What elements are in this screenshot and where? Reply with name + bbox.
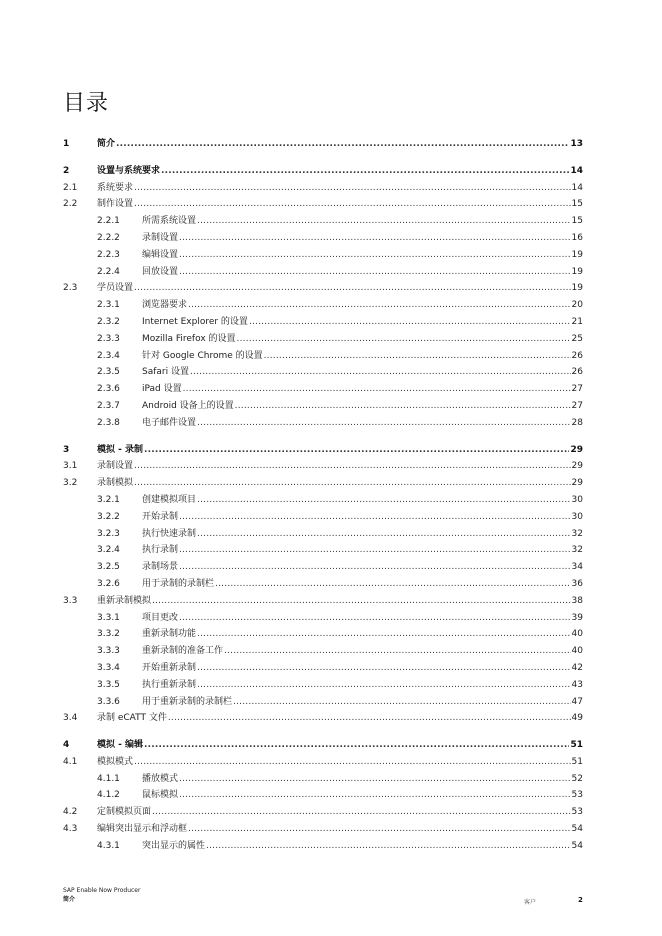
toc-entry-line [142, 398, 583, 415]
toc-entry-label[interactable]: 浏览器要求 [142, 300, 188, 311]
toc-entry-number: 3.4 [63, 713, 78, 724]
toc-entry[interactable] [63, 626, 583, 643]
toc-entry[interactable] [63, 297, 583, 314]
toc-entry[interactable] [63, 314, 583, 331]
toc-entry-page: 53 [571, 807, 583, 818]
toc-entry[interactable] [63, 593, 583, 610]
toc-dot-leader [235, 398, 571, 415]
toc-entry-page: 38 [571, 595, 583, 606]
toc-entry[interactable] [63, 180, 583, 197]
toc-entry-label[interactable]: 模拟模式 [97, 756, 134, 767]
toc-entry-number: 4.3 [63, 824, 78, 835]
toc-dot-leader [179, 542, 571, 559]
toc-entry[interactable] [63, 458, 583, 475]
toc-dot-leader [144, 442, 569, 459]
toc-entry-line [142, 626, 583, 643]
toc-entry-page: 28 [571, 417, 583, 428]
toc-entry-label[interactable]: 制作设置 [97, 199, 134, 210]
toc-entry-number: 2.1 [63, 182, 78, 193]
toc-entry-label[interactable]: 所需系统设置 [142, 216, 197, 227]
toc-entry-label[interactable]: 重新录制模拟 [97, 595, 152, 606]
toc-entry-number: 4.3.1 [97, 840, 120, 851]
toc-entry-page: 51 [571, 756, 583, 767]
toc-entry-page: 30 [571, 511, 583, 522]
toc-entry-label[interactable]: 开始重新录制 [142, 662, 197, 673]
toc-entry-page: 30 [571, 494, 583, 505]
toc-entry-number: 3.2.3 [97, 528, 120, 539]
toc-entry[interactable] [63, 280, 583, 297]
toc-entry[interactable] [63, 737, 583, 754]
toc-entry[interactable] [63, 677, 583, 694]
toc-entry-page: 43 [571, 679, 583, 690]
toc-entry-label[interactable]: 创建模拟项目 [142, 494, 197, 505]
toc-entry-line [97, 458, 583, 475]
toc-dot-leader [179, 509, 571, 526]
toc-entry[interactable] [63, 442, 583, 459]
toc-dot-leader [134, 458, 571, 475]
toc-dot-leader [179, 610, 571, 627]
toc-dot-leader [161, 163, 569, 180]
toc-entry-line [142, 230, 583, 247]
toc-entry-page: 26 [571, 350, 583, 361]
toc-dot-leader [179, 247, 571, 264]
toc-entry-label[interactable]: 录制场景 [142, 562, 179, 573]
toc-entry-page: 19 [571, 249, 583, 260]
toc-dot-leader [116, 136, 569, 153]
toc-entry-page: 42 [571, 662, 583, 673]
toc-entry-line [142, 348, 583, 365]
toc-entry-page: 32 [571, 528, 583, 539]
toc-entry-label[interactable]: 编辑突出显示和浮动框 [97, 824, 188, 835]
toc-dot-leader [179, 787, 571, 804]
toc-entry-label[interactable]: 执行录制 [142, 545, 179, 556]
toc-dot-leader [179, 264, 571, 281]
toc-entry-number: 3.3.2 [97, 629, 120, 640]
toc-entry-number: 2 [63, 165, 70, 176]
toc-entry-number: 3.3.4 [97, 662, 120, 673]
toc-entry-number: 4.1.1 [97, 773, 120, 784]
toc-entry[interactable] [63, 694, 583, 711]
toc-entry-number: 3.2.2 [97, 511, 120, 522]
footer-section: 简介 [63, 896, 76, 903]
toc-entry-label[interactable]: 鼠标模拟 [142, 790, 179, 801]
toc-entry-number: 2.3.5 [97, 367, 120, 378]
toc-entry-page: 14 [570, 165, 583, 176]
toc-entry-number: 2.3 [63, 283, 78, 294]
toc-dot-leader [134, 180, 571, 197]
toc-entry-number: 2.3.2 [97, 316, 120, 327]
toc-entry-line [97, 593, 583, 610]
toc-entry[interactable] [63, 364, 583, 381]
toc-entry-line [142, 787, 583, 804]
toc-entry-line [97, 754, 583, 771]
toc-entry-page: 27 [571, 400, 583, 411]
toc-entry-label[interactable]: 电子邮件设置 [142, 417, 197, 428]
toc-dot-leader [179, 230, 571, 247]
toc-entry-number: 2.3.8 [97, 417, 120, 428]
toc-dot-leader [206, 838, 571, 855]
toc-entry-number: 3.3.5 [97, 679, 120, 690]
toc-entry-number: 2.3.4 [97, 350, 120, 361]
toc-entry-number: 3.2.4 [97, 545, 120, 556]
toc-entry-label[interactable]: Mozilla Firefox 的设置 [142, 333, 236, 344]
toc-entry-number: 3.3.3 [97, 646, 120, 657]
toc-entry-line [142, 297, 583, 314]
toc-entry-label[interactable]: 系统要求 [97, 182, 134, 193]
toc-dot-leader [224, 643, 571, 660]
toc-entry-number: 2.2 [63, 199, 78, 210]
toc-entry-line [142, 264, 583, 281]
toc-entry-page: 51 [570, 740, 583, 751]
toc-entry-page: 54 [571, 840, 583, 851]
toc-entry-label[interactable]: 开始录制 [142, 511, 179, 522]
toc-entry-line [97, 475, 583, 492]
toc-entry-page: 29 [570, 444, 583, 455]
toc-entry-label[interactable]: 模拟 - 录制 [97, 444, 144, 455]
toc-entry-line [142, 677, 583, 694]
toc-entry-page: 19 [571, 283, 583, 294]
toc-entry[interactable] [63, 331, 583, 348]
toc-entry[interactable] [63, 492, 583, 509]
toc-entry-number: 3.1 [63, 461, 78, 472]
toc-entry[interactable] [63, 247, 583, 264]
toc-entry-line [97, 710, 583, 727]
toc-entry-line [142, 331, 583, 348]
toc-dot-leader [197, 660, 571, 677]
toc-entry-number: 2.2.3 [97, 249, 120, 260]
toc-entry[interactable] [63, 542, 583, 559]
toc-entry-number: 1 [63, 139, 70, 149]
toc-entry[interactable] [63, 264, 583, 281]
toc-entry-label[interactable]: 执行重新录制 [142, 679, 197, 690]
toc-dot-leader [197, 415, 571, 432]
toc-entry-line [142, 492, 583, 509]
toc-entry-line [142, 526, 583, 543]
toc-entry-page: 29 [571, 478, 583, 489]
toc-entry-line [142, 610, 583, 627]
toc-entry-number: 3.2.5 [97, 562, 120, 573]
toc-entry-line [97, 442, 583, 459]
footer-page-number: 2 [578, 896, 583, 904]
toc-dot-leader [179, 559, 571, 576]
toc-entry-line [142, 415, 583, 432]
toc-entry-number: 2.3.3 [97, 333, 120, 344]
toc-entry-label[interactable]: Android 设备上的设置 [142, 400, 234, 411]
toc-entry-page: 27 [571, 384, 583, 395]
toc-dot-leader [264, 348, 571, 365]
toc-entry-label[interactable]: 执行快速录制 [142, 528, 197, 539]
toc-entry-label[interactable]: Internet Explorer 的设置 [142, 316, 248, 327]
toc-entry-line [142, 509, 583, 526]
toc-entry-label[interactable]: 学员设置 [97, 283, 134, 294]
toc-entry[interactable] [63, 136, 583, 153]
toc-dot-leader [215, 576, 571, 593]
toc-dot-leader [188, 297, 571, 314]
toc-entry-line [142, 314, 583, 331]
toc-entry-line [97, 737, 583, 754]
toc-entry[interactable] [63, 838, 583, 855]
toc-entry-label[interactable]: 定制模拟页面 [97, 807, 152, 818]
toc-entry-page: 52 [571, 773, 583, 784]
toc-entry[interactable] [63, 230, 583, 247]
toc-dot-leader [134, 196, 571, 213]
toc-entry-page: 47 [571, 696, 583, 707]
toc-entry-number: 3.2.1 [97, 494, 120, 505]
toc-entry-page: 20 [571, 300, 583, 311]
toc-entry-label[interactable]: 录制设置 [97, 461, 134, 472]
toc-entry-line [142, 213, 583, 230]
toc-entry-page: 29 [571, 461, 583, 472]
toc-entry-line [142, 364, 583, 381]
toc-entry-page: 13 [570, 139, 583, 149]
toc-entry-line [97, 280, 583, 297]
toc-entry-number: 3.2.6 [97, 578, 120, 589]
toc-dot-leader [190, 364, 571, 381]
toc-entry-label[interactable]: 编辑设置 [142, 249, 179, 260]
toc-entry-label[interactable]: 录制 eCATT 文件 [97, 713, 167, 724]
toc-entry[interactable] [63, 576, 583, 593]
toc-entry-line [97, 136, 583, 153]
toc-entry-line [142, 247, 583, 264]
toc-entry-label[interactable]: 设置与系统要求 [97, 165, 161, 176]
toc-entry-page: 19 [571, 266, 583, 277]
toc-entry[interactable] [63, 526, 583, 543]
page-title: 目录 [63, 91, 110, 116]
toc-dot-leader [144, 737, 569, 754]
toc-entry-number: 3.3.6 [97, 696, 120, 707]
toc-entry-line [142, 559, 583, 576]
toc-entry-page: 36 [571, 578, 583, 589]
toc-entry-page: 15 [571, 216, 583, 227]
toc-dot-leader [197, 626, 571, 643]
toc-entry-line [142, 381, 583, 398]
toc-entry[interactable] [63, 415, 583, 432]
toc-entry-number: 4 [63, 740, 70, 751]
toc-dot-leader [197, 677, 571, 694]
toc-entry-label[interactable]: 录制设置 [142, 232, 179, 243]
toc-entry-line [97, 821, 583, 838]
toc-entry-number: 3.2 [63, 478, 78, 489]
toc-entry-number: 2.3.1 [97, 300, 120, 311]
toc-entry-label[interactable]: 模拟 - 编辑 [97, 740, 144, 751]
toc-dot-leader [168, 710, 571, 727]
toc-entry-line [97, 196, 583, 213]
toc-entry-line [97, 180, 583, 197]
toc-dot-leader [179, 771, 571, 788]
toc-dot-leader [237, 331, 571, 348]
toc-entry[interactable] [63, 348, 583, 365]
toc-entry-page: 25 [571, 333, 583, 344]
toc-dot-leader [197, 492, 571, 509]
toc-entry-label[interactable]: 针对 Google Chrome 的设置 [142, 350, 263, 361]
footer-left [63, 886, 140, 904]
toc-entry-label[interactable]: 重新录制的准备工作 [142, 646, 224, 657]
toc-entry-page: 34 [571, 562, 583, 573]
toc-entry[interactable] [63, 771, 583, 788]
toc-entry-line [142, 542, 583, 559]
toc-entry[interactable] [63, 509, 583, 526]
toc-entry-line [142, 838, 583, 855]
toc-entry-label[interactable]: 突出显示的属性 [142, 840, 206, 851]
toc-entry-label[interactable]: 播放模式 [142, 773, 179, 784]
toc-entry-label[interactable]: 回放设置 [142, 266, 179, 277]
toc-entry-page: 15 [571, 199, 583, 210]
toc-entry[interactable] [63, 475, 583, 492]
toc-entry-page: 21 [571, 316, 583, 327]
toc-dot-leader [197, 213, 571, 230]
toc-dot-leader [183, 381, 571, 398]
toc-entry-label[interactable]: Safari 设置 [142, 367, 189, 378]
toc-entry[interactable] [63, 610, 583, 627]
toc-entry[interactable] [63, 559, 583, 576]
footer-classification: 客户 [524, 899, 537, 906]
toc-entry-page: 26 [571, 367, 583, 378]
toc-entry-number: 4.1 [63, 756, 78, 767]
toc-entry-page: 54 [571, 824, 583, 835]
toc-entry-number: 3.3.1 [97, 612, 120, 623]
toc-entry-number: 3.3 [63, 595, 78, 606]
toc-entry-page: 32 [571, 545, 583, 556]
toc-entry-label[interactable]: iPad 设置 [142, 384, 182, 395]
toc-entry[interactable] [63, 787, 583, 804]
toc-dot-leader [152, 804, 571, 821]
toc-entry-label[interactable]: 用于录制的录制栏 [142, 578, 215, 589]
toc-entry-label[interactable]: 录制模拟 [97, 478, 134, 489]
toc-entry[interactable] [63, 754, 583, 771]
toc-entry[interactable] [63, 710, 583, 727]
toc-dot-leader [134, 280, 571, 297]
toc-dot-leader [134, 754, 571, 771]
toc-entry-label[interactable]: 重新录制功能 [142, 629, 197, 640]
toc-entry-line [142, 660, 583, 677]
toc-entry-page: 14 [571, 182, 583, 193]
toc-entry[interactable] [63, 660, 583, 677]
toc-dot-leader [249, 314, 571, 331]
toc-entry-line [142, 771, 583, 788]
toc-entry-line [142, 643, 583, 660]
toc-entry-line [97, 804, 583, 821]
toc-entry-page: 16 [571, 232, 583, 243]
toc-entry[interactable] [63, 398, 583, 415]
toc-dot-leader [197, 526, 571, 543]
toc-entry-line [97, 163, 583, 180]
toc-dot-leader [188, 821, 571, 838]
toc-entry-number: 2.2.4 [97, 266, 120, 277]
toc-entry-number: 2.2.1 [97, 216, 120, 227]
toc-entry-number: 3 [63, 444, 70, 455]
toc-entry-number: 4.2 [63, 807, 78, 818]
table-of-contents [63, 136, 583, 855]
toc-entry-page: 53 [571, 790, 583, 801]
toc-entry-number: 2.2.2 [97, 232, 120, 243]
toc-entry-line [142, 694, 583, 711]
toc-entry-page: 39 [571, 612, 583, 623]
toc-entry-number: 2.3.7 [97, 400, 120, 411]
toc-entry[interactable] [63, 381, 583, 398]
toc-entry[interactable] [63, 821, 583, 838]
toc-entry[interactable] [63, 804, 583, 821]
toc-entry-line [142, 576, 583, 593]
toc-entry-page: 40 [571, 629, 583, 640]
toc-entry-label[interactable]: 简介 [97, 139, 116, 149]
toc-dot-leader [134, 475, 571, 492]
toc-entry-label[interactable]: 项目更改 [142, 612, 179, 623]
toc-dot-leader [233, 694, 571, 711]
toc-entry-number: 2.3.6 [97, 384, 120, 395]
toc-entry[interactable] [63, 163, 583, 180]
toc-entry-number: 4.1.2 [97, 790, 120, 801]
toc-dot-leader [152, 593, 571, 610]
toc-entry[interactable] [63, 643, 583, 660]
footer-product: SAP Enable Now Producer [63, 887, 141, 894]
toc-entry-label[interactable]: 用于重新录制的录制栏 [142, 696, 233, 707]
toc-entry[interactable] [63, 196, 583, 213]
toc-entry-page: 40 [571, 646, 583, 657]
toc-entry[interactable] [63, 213, 583, 230]
toc-entry-page: 49 [571, 713, 583, 724]
